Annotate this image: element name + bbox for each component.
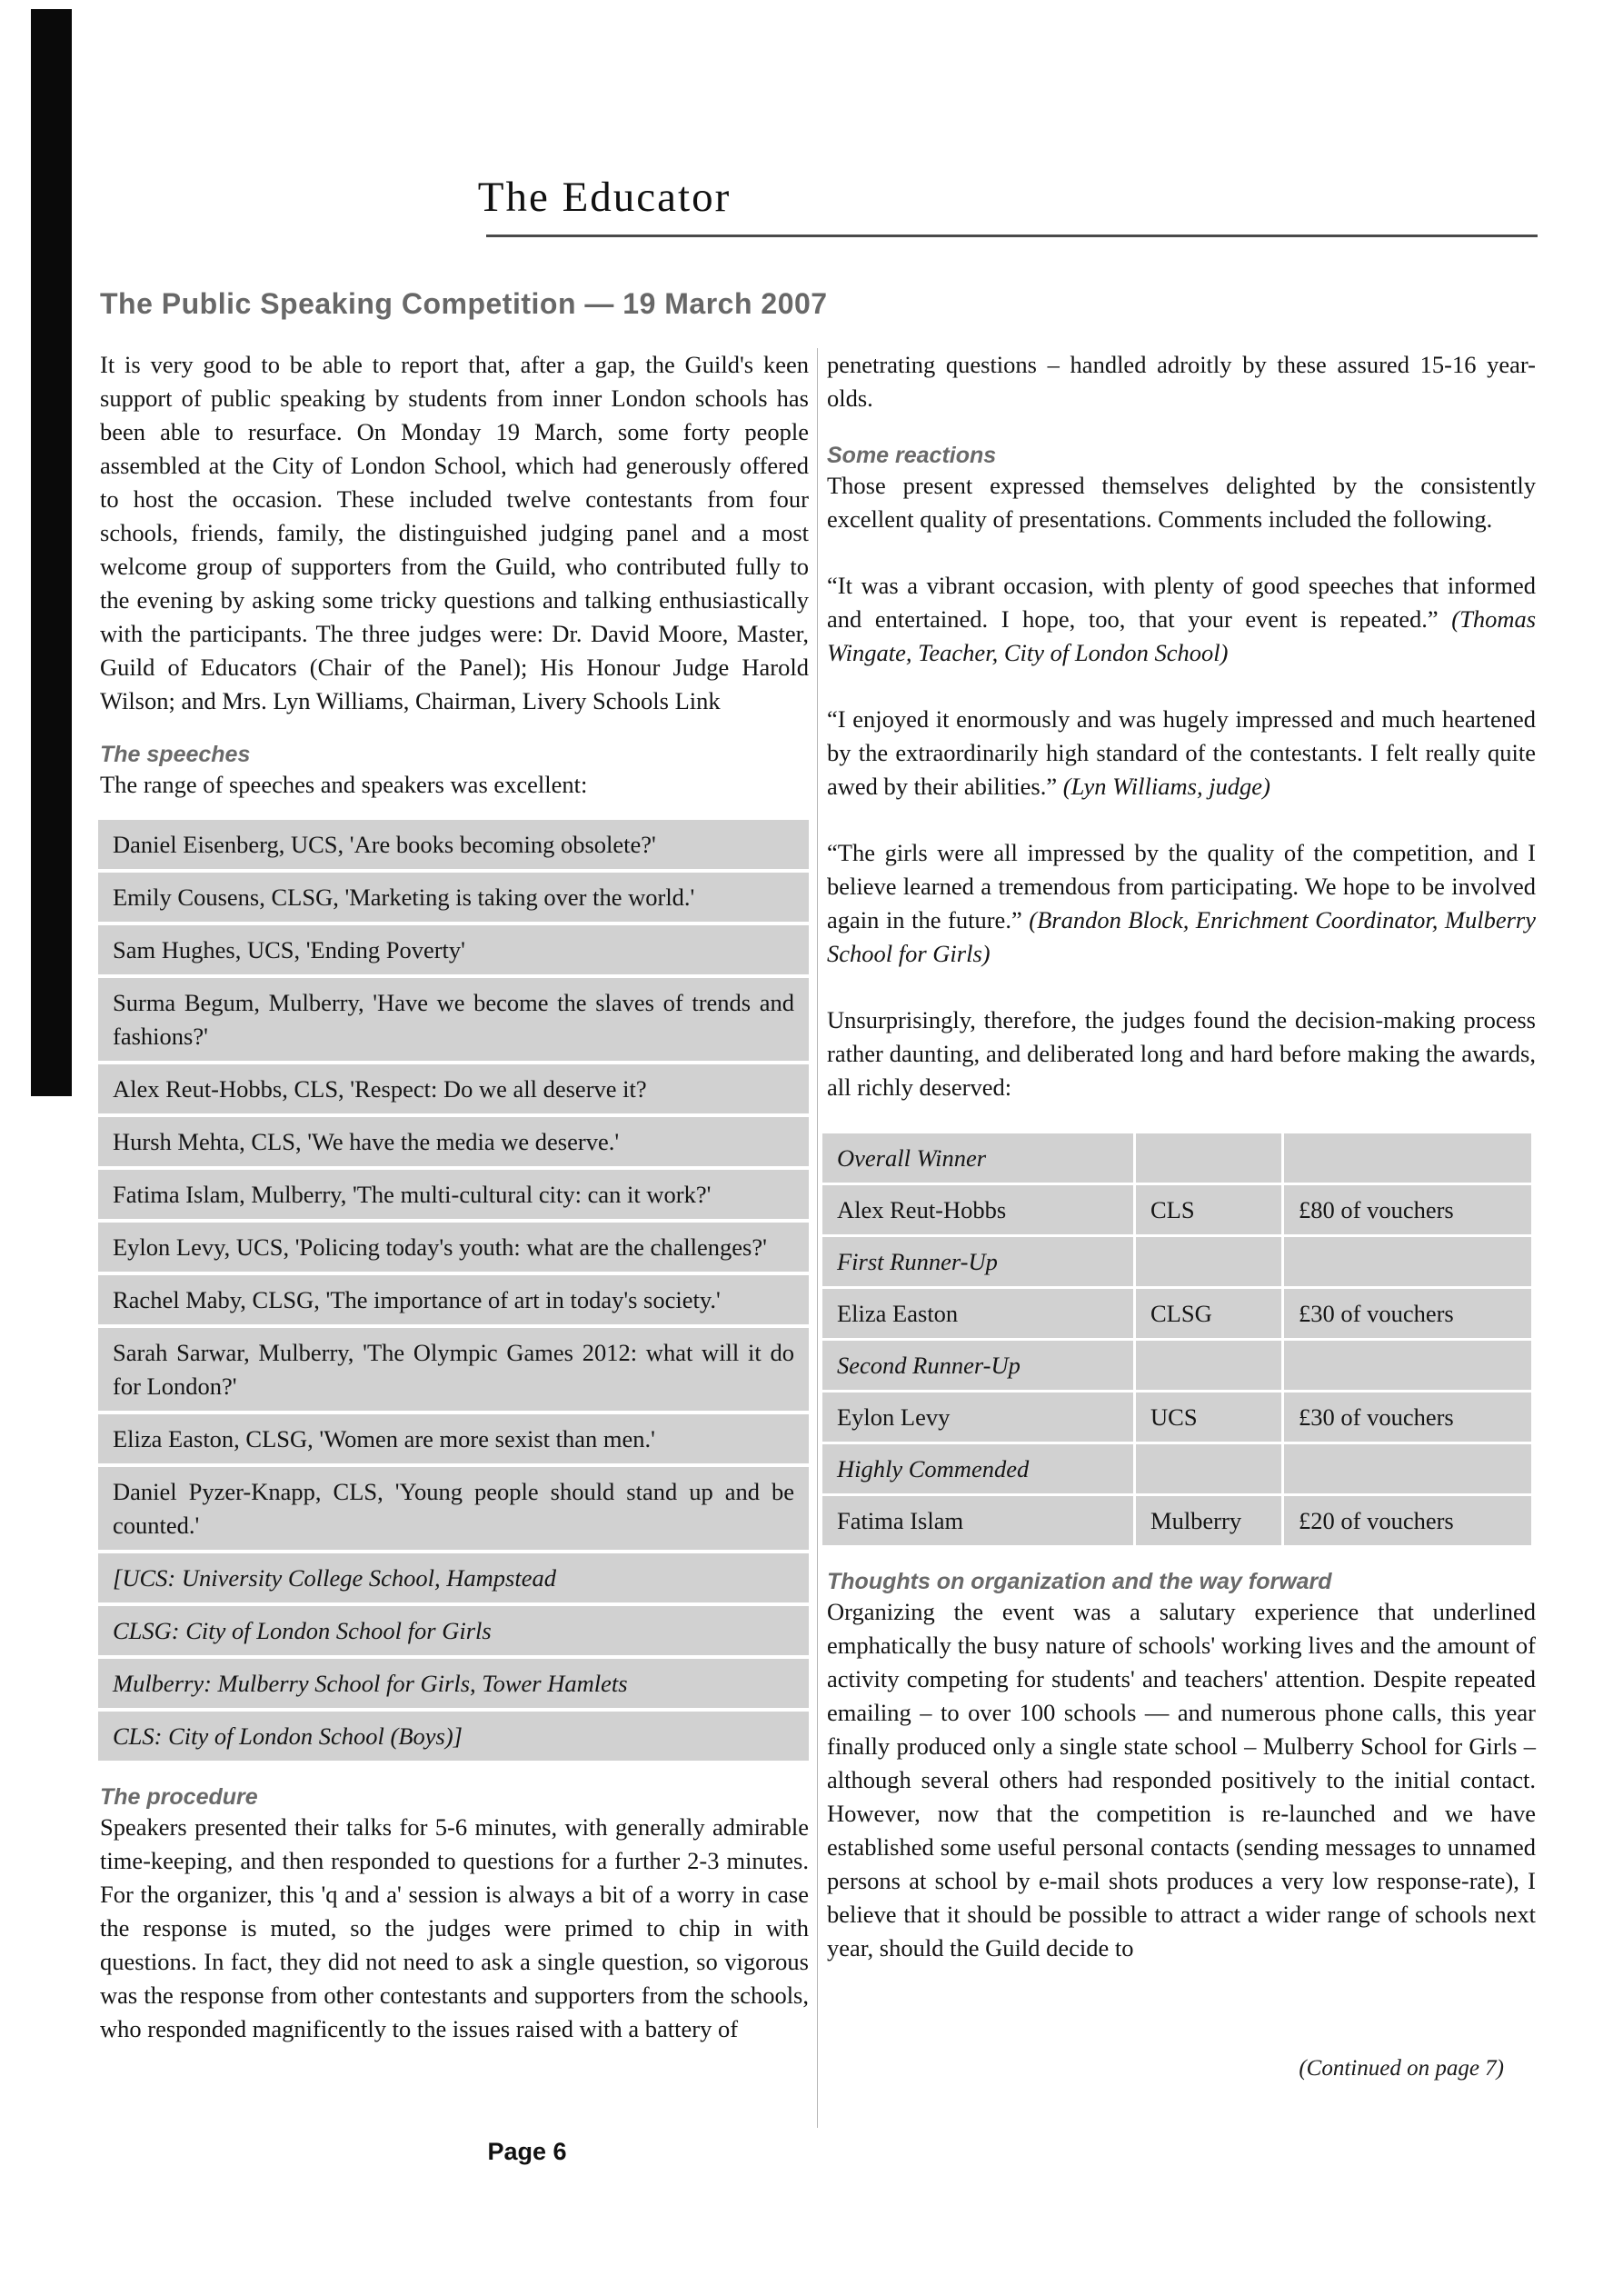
masthead-rule bbox=[486, 235, 1538, 237]
speech-list-item: Hursh Mehta, CLS, 'We have the media we deserve.' bbox=[98, 1117, 809, 1166]
speech-list-item: Sam Hughes, UCS, 'Ending Poverty' bbox=[98, 925, 809, 974]
speech-list-item: Surma Begum, Mulberry, 'Have we become the slaves of trends and fashions?' bbox=[98, 978, 809, 1061]
speech-list-item: Daniel Eisenberg, UCS, 'Are books becoming obsolete?' bbox=[98, 820, 809, 869]
awards-cell-name: Highly Commended bbox=[822, 1444, 1133, 1493]
awards-cell-name: Eylon Levy bbox=[822, 1393, 1133, 1442]
awards-cell-school bbox=[1136, 1133, 1281, 1183]
right-column bbox=[827, 348, 1536, 1965]
speech-footnote-item: CLS: City of London School (Boys)] bbox=[98, 1712, 809, 1761]
deliberation-paragraph: Unsurprisingly, therefore, the judges found the decision-making process rather daunting, and deliberated long and hard before making the awards, all richly deserved: bbox=[827, 1006, 1536, 1101]
speeches-footnotes bbox=[98, 1553, 809, 1761]
procedure-heading: The procedure bbox=[100, 1784, 258, 1810]
awards-cell-prize: £80 of vouchers bbox=[1284, 1185, 1531, 1234]
speech-list-item: Eylon Levy, UCS, 'Policing today's youth: what are the challenges?' bbox=[98, 1223, 809, 1272]
speech-list-item: Daniel Pyzer-Knapp, CLS, 'Young people should stand up and be counted.' bbox=[98, 1467, 809, 1550]
reactions-intro: Those present expressed themselves delighted by the consistently excellent quality of presentations. Comments included the following. bbox=[827, 472, 1536, 533]
continuation-paragraph: penetrating questions – handled adroitly by these assured 15-16 year-olds. bbox=[827, 351, 1536, 412]
awards-cell-prize bbox=[1284, 1237, 1531, 1286]
speech-list-item: Emily Cousens, CLSG, 'Marketing is taking over the world.' bbox=[98, 873, 809, 922]
awards-cell-school bbox=[1136, 1341, 1281, 1390]
speeches-heading: The speeches bbox=[100, 742, 251, 767]
awards-cell-school bbox=[1136, 1444, 1281, 1493]
quote-paragraph bbox=[827, 569, 1536, 670]
newsletter-masthead: The Educator bbox=[477, 174, 732, 221]
scan-artifact-bar bbox=[31, 9, 72, 1096]
article-title: The Public Speaking Competition — 19 March 2007 bbox=[100, 287, 828, 320]
quote-paragraph bbox=[827, 836, 1536, 971]
awards-cell-prize: £30 of vouchers bbox=[1284, 1393, 1531, 1442]
awards-cell-school bbox=[1136, 1237, 1281, 1286]
continued-note: (Continued on page 7) bbox=[1299, 2056, 1504, 2081]
awards-cell-name: Fatima Islam bbox=[822, 1496, 1133, 1545]
awards-cell-school: Mulberry bbox=[1136, 1496, 1281, 1545]
quote-attribution: (Brandon Block, Enrichment Coordinator, Mulberry School for Girls) bbox=[827, 906, 1536, 967]
awards-cell-name: Eliza Easton bbox=[822, 1289, 1133, 1338]
quote-attribution: (Thomas Wingate, Teacher, City of London School) bbox=[827, 605, 1537, 666]
awards-table bbox=[822, 1133, 1528, 1545]
left-column bbox=[100, 348, 809, 2046]
awards-cell-prize bbox=[1284, 1444, 1531, 1493]
awards-cell-name: Alex Reut-Hobbs bbox=[822, 1185, 1133, 1234]
awards-cell-prize: £30 of vouchers bbox=[1284, 1289, 1531, 1338]
speech-list-item: Fatima Islam, Mulberry, 'The multi-cultural city: can it work?' bbox=[98, 1170, 809, 1219]
speech-list-item: Alex Reut-Hobbs, CLS, 'Respect: Do we all deserve it? bbox=[98, 1064, 809, 1113]
awards-cell-prize bbox=[1284, 1133, 1531, 1183]
thoughts-heading: Thoughts on organization and the way forward bbox=[827, 1569, 1332, 1594]
quote-attribution: (Lyn Williams, judge) bbox=[1062, 773, 1270, 800]
quotes-list bbox=[827, 569, 1536, 971]
page-number: Page 6 bbox=[487, 2138, 567, 2165]
speech-list-item: Rachel Maby, CLSG, 'The importance of art in today's society.' bbox=[98, 1275, 809, 1324]
awards-cell-name: First Runner-Up bbox=[822, 1237, 1133, 1286]
procedure-paragraph: Speakers presented their talks for 5-6 minutes, with generally admirable time-keeping, and then responded to questions for a further 2-3 minutes. For the organizer, this 'q and a' session is always a bit of a worry in case the response is muted, so the judges were primed to chip in with questions. In fact, they did not need to ask a single question, so vigorous was the response from other contestants and supporters from the schools, who responded magnificently to the issues raised with a battery of bbox=[100, 1813, 809, 2042]
speech-footnote-item: [UCS: University College School, Hampstead bbox=[98, 1553, 809, 1602]
intro-paragraph: It is very good to be able to report that, after a gap, the Guild's keen support of public speaking by students from inner London schools has been able to resurface. On Monday 19 March, some forty people assembled at the City of London School, which had generously offered to host the occasion. These included twelve contestants from four schools, friends, family, the distinguished judging panel and a most welcome group of supporters from the Guild, who contributed fully to the evening by asking some tricky questions and talking enthusiastically with the participants. The three judges were: Dr. David Moore, Master, Guild of Educators (Chair of the Panel); His Honour Judge Harold Wilson; and Mrs. Lyn Williams, Chairman, Livery Schools Link bbox=[100, 351, 809, 714]
awards-cell-name: Second Runner-Up bbox=[822, 1341, 1133, 1390]
quote-text: “I enjoyed it enormously and was hugely impressed and much heartened by the extraordinarily high standard of the contestants. I felt really quite awed by their abilities.” bbox=[827, 705, 1536, 800]
quote-text: “It was a vibrant occasion, with plenty of good speeches that informed and entertained. I hope, too, that your event is repeated.” bbox=[827, 572, 1536, 633]
speech-list-item: Eliza Easton, CLSG, 'Women are more sexist than men.' bbox=[98, 1414, 809, 1463]
speeches-intro: The range of speeches and speakers was excellent: bbox=[100, 771, 588, 798]
awards-cell-prize: £20 of vouchers bbox=[1284, 1496, 1531, 1545]
awards-cell-prize bbox=[1284, 1341, 1531, 1390]
speech-list-item: Sarah Sarwar, Mulberry, 'The Olympic Games 2012: what will it do for London?' bbox=[98, 1328, 809, 1411]
thoughts-paragraph: Organizing the event was a salutary experience that underlined emphatically the busy nature of schools' working lives and the amount of activity competing for students' and teachers' attention. Despite repeated emailing – to over 100 schools — and numerous phone calls, this year finally produced only a single state school – Mulberry School for Girls – although several others had responded positively to the initial contact. However, now that the competition is re-launched and we have established some useful personal contacts (sending messages to unnamed persons at school by e-mail shots produces a very low response-rate), I believe that it should be possible to attract a wider range of schools next year, should the Guild decide to bbox=[827, 1598, 1536, 1962]
quote-paragraph bbox=[827, 703, 1536, 804]
speech-footnote-item: Mulberry: Mulberry School for Girls, Tower Hamlets bbox=[98, 1659, 809, 1708]
awards-cell-school: CLSG bbox=[1136, 1289, 1281, 1338]
awards-cell-name: Overall Winner bbox=[822, 1133, 1133, 1183]
speeches-list bbox=[98, 820, 809, 1550]
awards-cell-school: CLS bbox=[1136, 1185, 1281, 1234]
reactions-heading: Some reactions bbox=[827, 443, 997, 468]
quote-text: “The girls were all impressed by the quality of the competition, and I believe learned a tremendous from participating. We hope to be involved again in the future.” bbox=[827, 839, 1536, 933]
awards-cell-school: UCS bbox=[1136, 1393, 1281, 1442]
column-divider bbox=[817, 348, 818, 2128]
speech-footnote-item: CLSG: City of London School for Girls bbox=[98, 1606, 809, 1655]
